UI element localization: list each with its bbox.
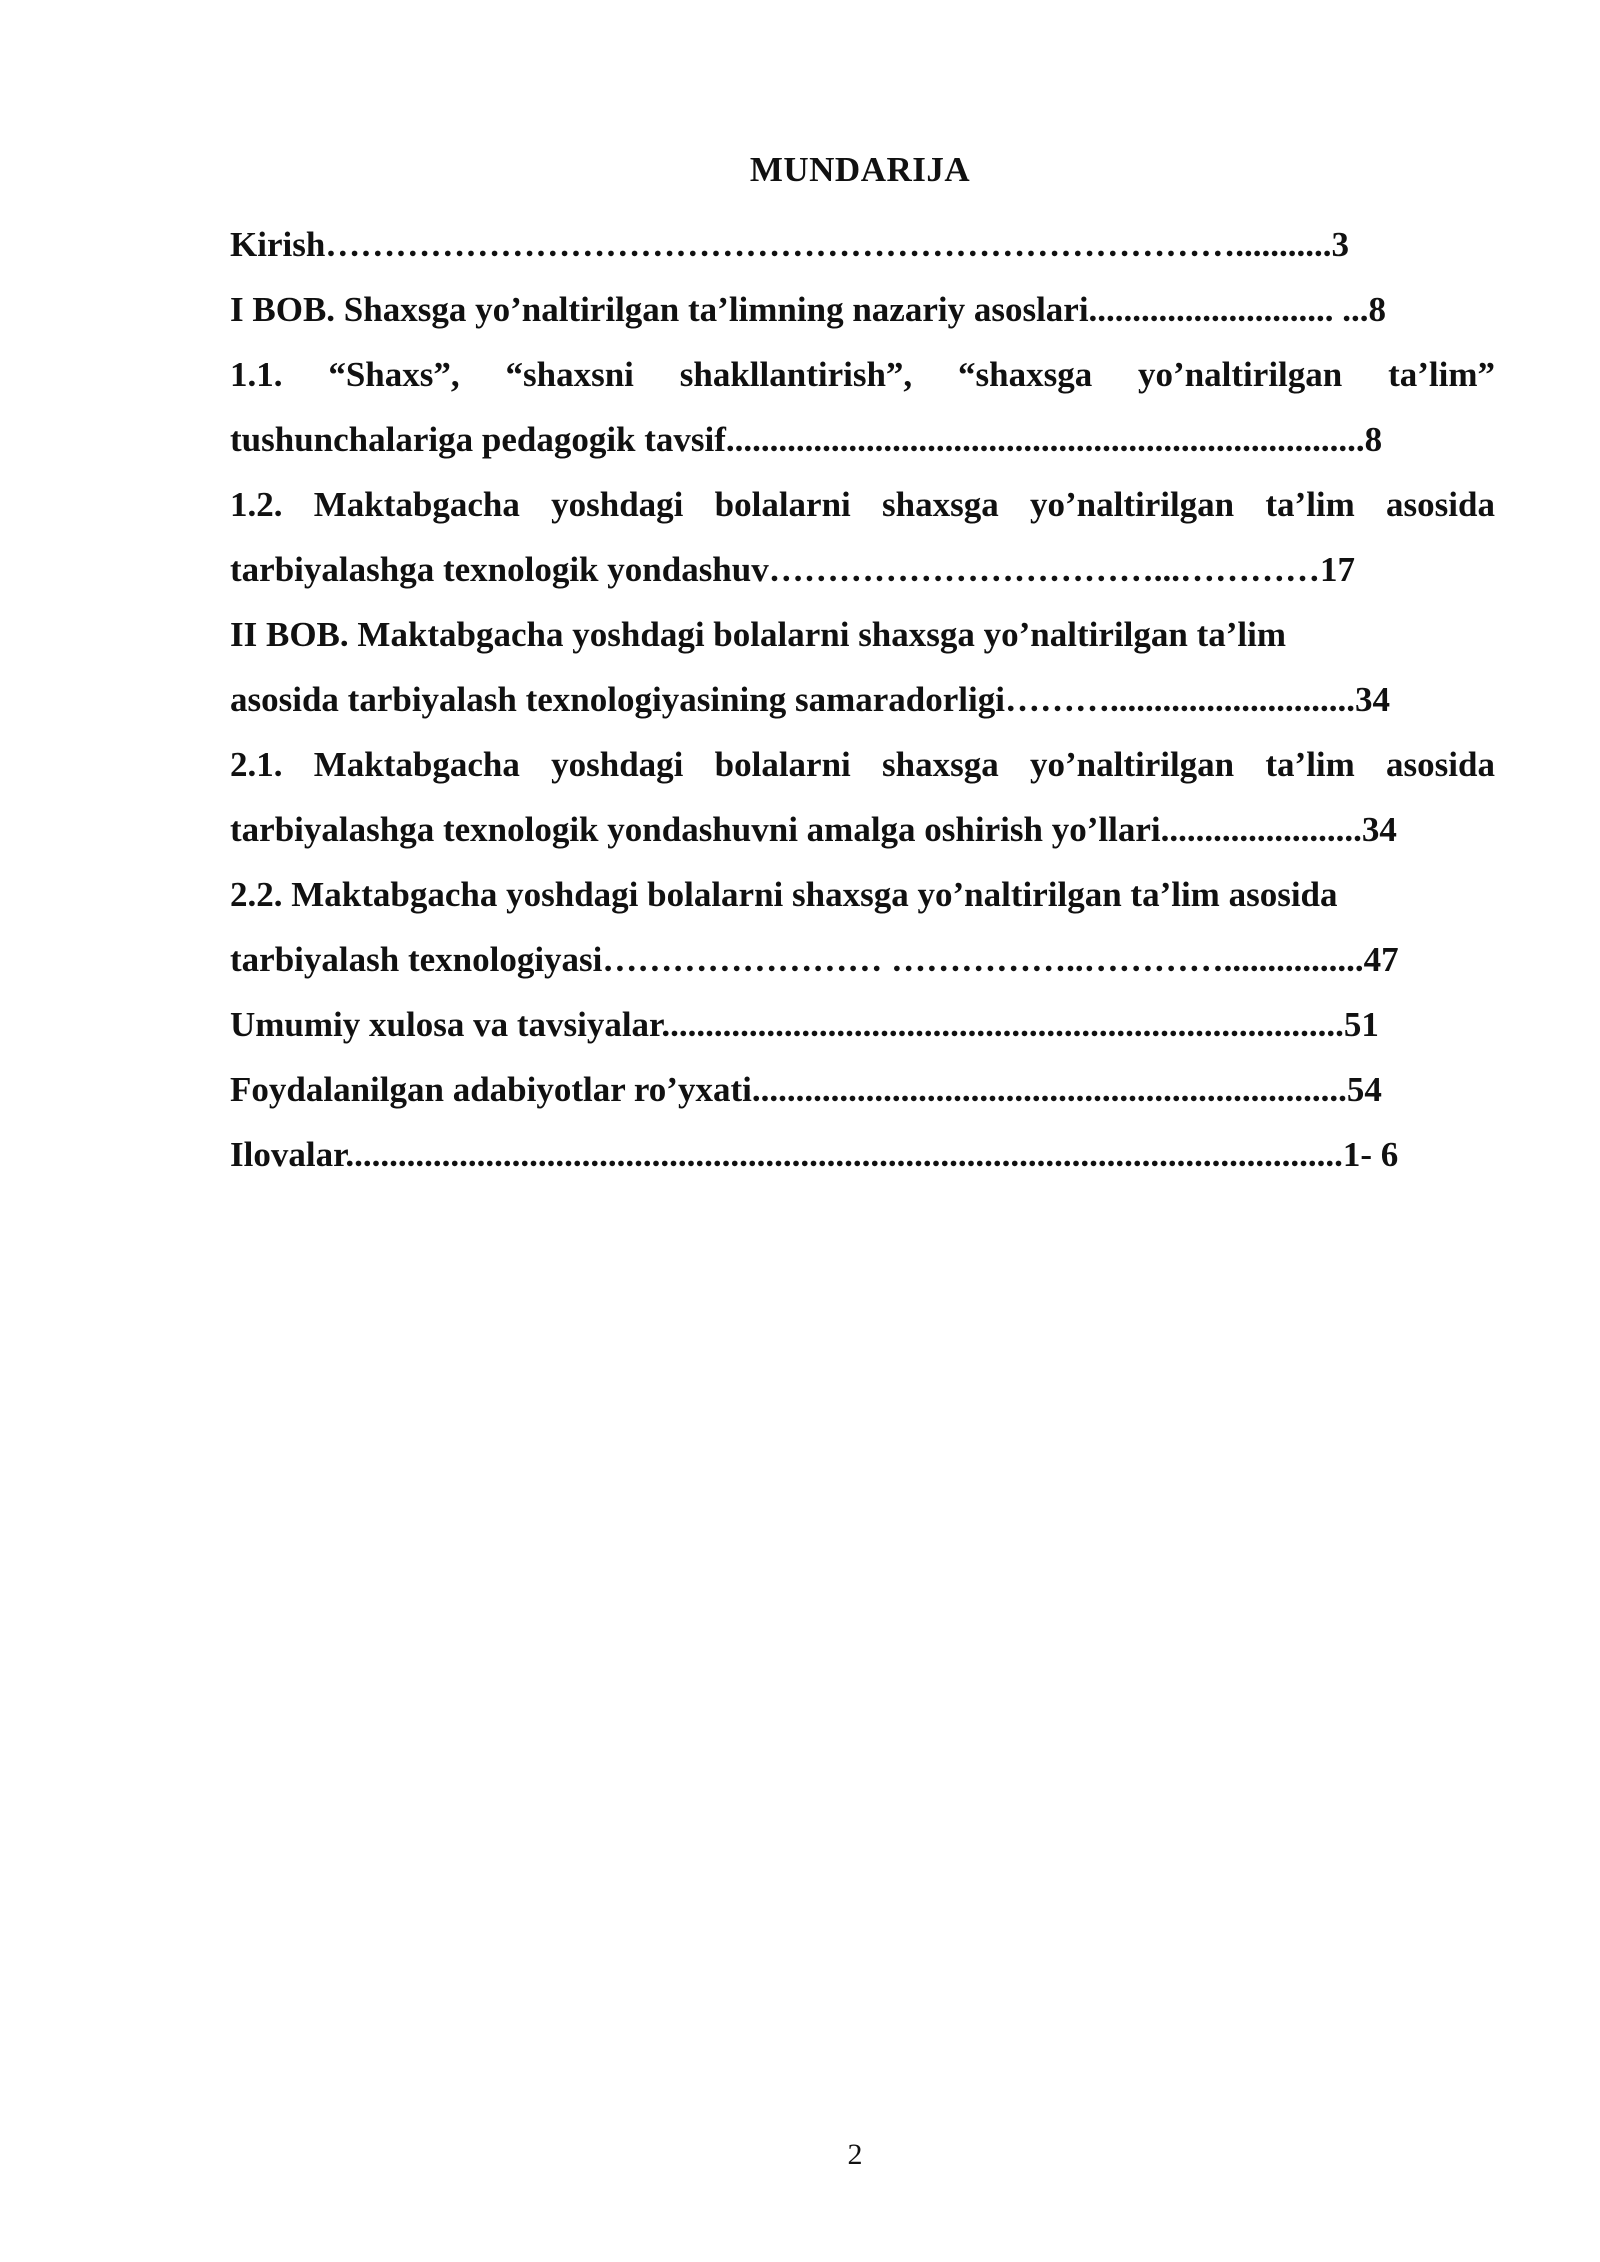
toc-line-chapter-2-part-1: II BOB. Maktabgacha yoshdagi bolalarni shaxsga yo’naltirilgan ta’lim xyxy=(230,615,1286,654)
toc-line-section-2-2-part-2: tarbiyalash texnologiyasi…………………… ……………..…………................47 xyxy=(230,940,1399,979)
toc-line-conclusion: Umumiy xulosa va tavsiyalar..............................................................................51 xyxy=(230,1005,1379,1044)
toc-line-section-2-1-part-2: tarbiyalashga texnologik yondashuvni amalga oshirish yo’llari.......................34 xyxy=(230,810,1397,849)
toc-line-bibliography: Foydalanilgan adabiyotlar ro’yxati....................................................................54 xyxy=(230,1070,1382,1109)
page-number: 2 xyxy=(847,2138,863,2171)
toc-line-chapter-2-part-2: asosida tarbiyalash texnologiyasining samaradorligi………............................34 xyxy=(230,680,1390,719)
toc-line-section-2-1-part-1: 2.1. Maktabgacha yoshdagi bolalarni shaxsga yo’naltirilgan ta’lim asosida xyxy=(230,745,1495,784)
toc-line-section-1-2-part-1: 1.2. Maktabgacha yoshdagi bolalarni shaxsga yo’naltirilgan ta’lim asosida xyxy=(230,485,1495,524)
page-title: MUNDARIJA xyxy=(749,150,971,189)
toc-line-section-1-2-part-2: tarbiyalashga texnologik yondashuv……………………………...…………17 xyxy=(230,550,1355,589)
toc-line-kirish: Kirish……………………………………………………………………...........3 xyxy=(230,225,1350,264)
toc-line-section-1-1-part-2: tushunchalariga pedagogik tavsif.........................................................................8 xyxy=(230,420,1383,459)
table-of-contents xyxy=(230,212,1495,1187)
toc-line-appendices: Ilovalar..................................................................................................................1- 6 xyxy=(230,1135,1399,1174)
toc-line-section-2-2-part-1: 2.2. Maktabgacha yoshdagi bolalarni shaxsga yo’naltirilgan ta’lim asosida xyxy=(230,875,1338,914)
toc-line-chapter-1: I BOB. Shaxsga yo’naltirilgan ta’limning nazariy asoslari............................ ...8 xyxy=(230,290,1387,329)
toc-line-section-1-1-part-1: 1.1. “Shaxs”, “shaxsni shakllantirish”, “shaxsga yo’naltirilgan ta’lim” xyxy=(230,355,1495,394)
